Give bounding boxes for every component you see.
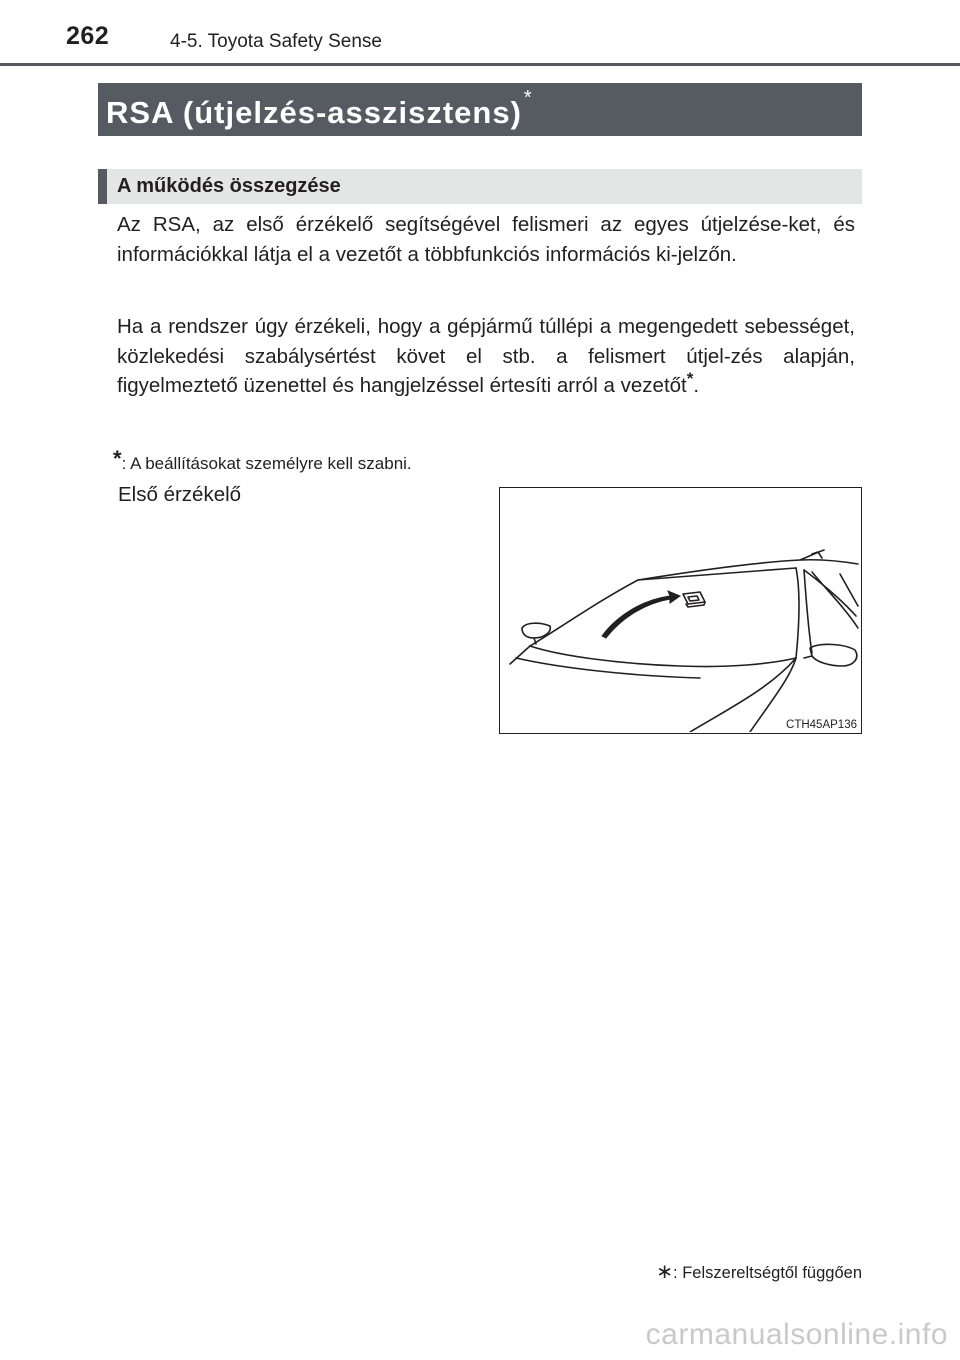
footnote [113,446,412,474]
body-paragraph-2 [117,312,855,401]
title-asterisk: * [523,87,532,109]
availability-note [656,1259,862,1284]
section-title-band [98,83,862,136]
section-title: RSA (útjelzés-asszisztens) [106,94,522,130]
pointer-arrow [602,591,680,638]
footnote-asterisk: * [113,446,122,471]
paragraph-asterisk: * [686,369,694,389]
section-reference: 4-5. Toyota Safety Sense [170,31,382,52]
subsection-heading: A működés összegzése [117,175,341,197]
header-divider [0,63,960,66]
footnote-text: : A beállításokat személyre kell szabni. [121,454,412,473]
body-paragraph-2-text: Ha a rendszer úgy érzékeli, hogy a gépjármű túllépi a megengedett sebességet, közlekedési szabálysértést követ el stb. a felismert útjel-zés alapján, figyelmeztető üzenettel és hangjelzéssel értesíti arról a vezetőt [117,315,855,397]
windshield-sensor-illustration [499,487,862,734]
paragraph-end: . [693,374,700,397]
watermark: carmanualsonline.info [645,1318,948,1351]
figure-caption: Első érzékelő [118,483,242,506]
body-paragraph-1: Az RSA, az első érzékelő segítségével felismeri az egyes útjelzése-ket, és információkkal látja el a vezetőt a többfunkciós információs ki-jelzőn. [117,213,855,266]
figure-code: CTH45AP136 [786,719,857,731]
car-windshield-drawing [500,488,860,732]
subsection-heading-band [98,169,862,204]
availability-text: : Felszereltségtől függően [673,1264,862,1282]
page-number: 262 [66,22,110,50]
availability-asterisk: ∗ [656,1261,674,1283]
